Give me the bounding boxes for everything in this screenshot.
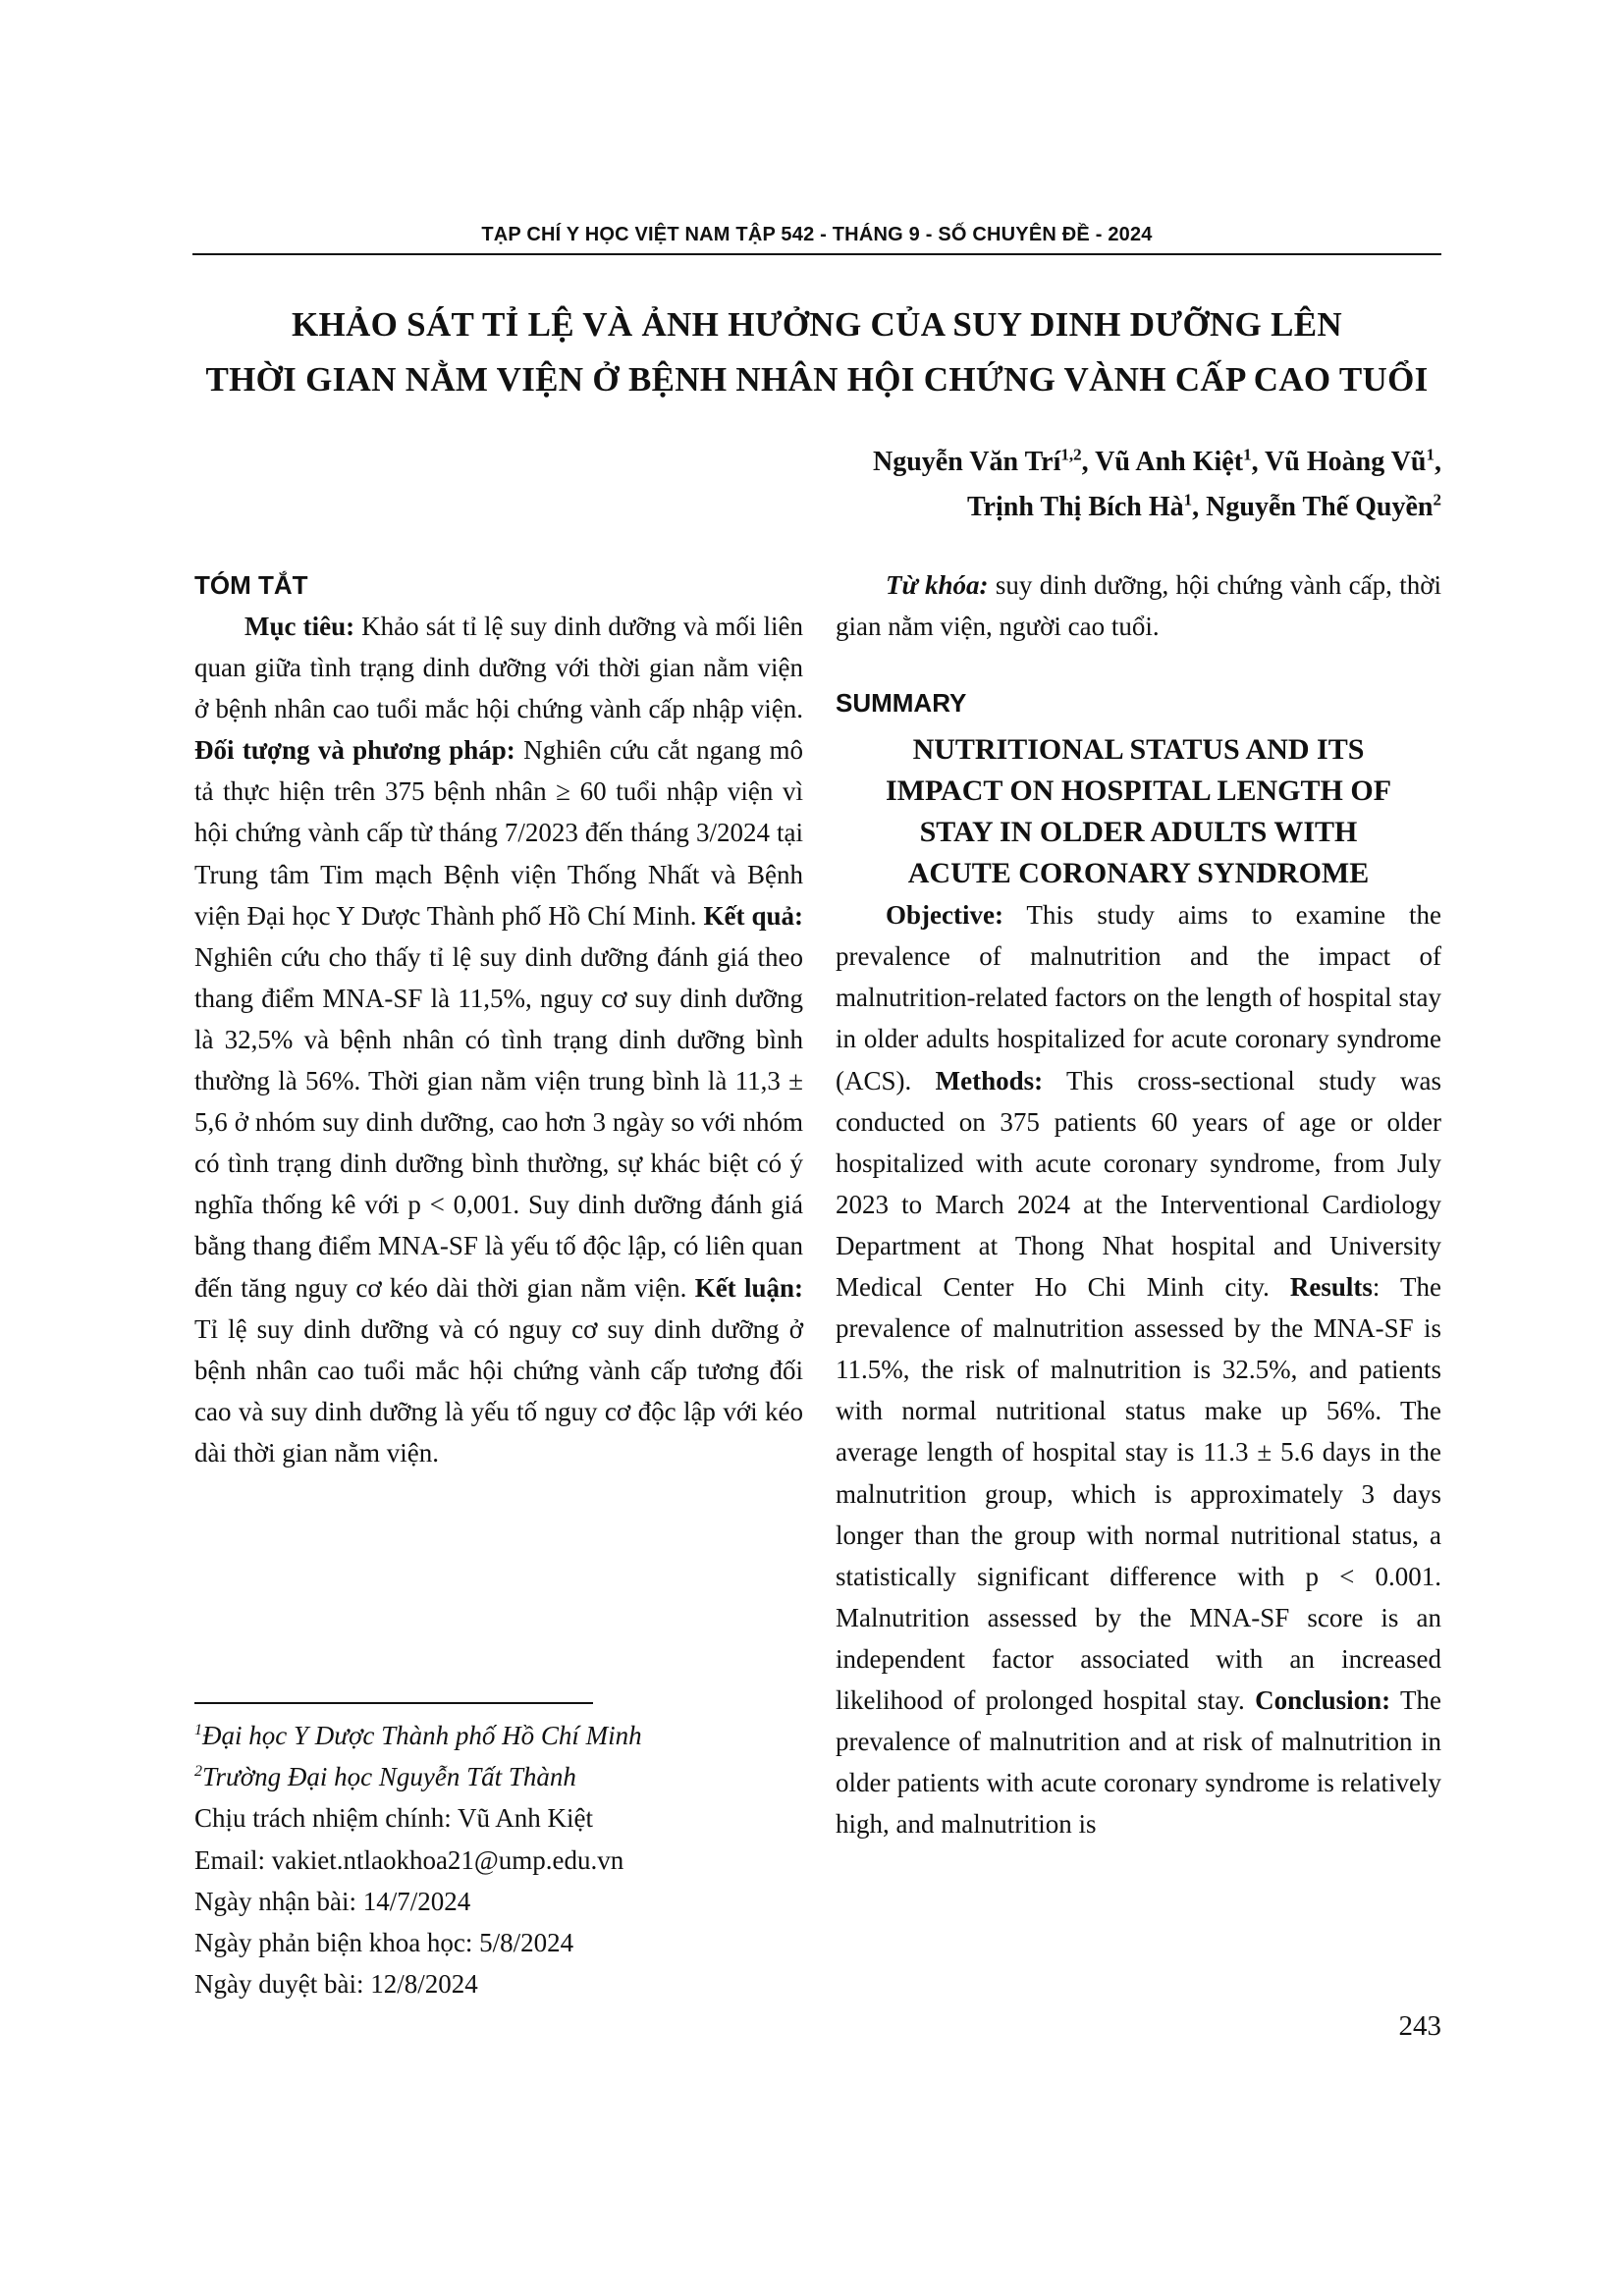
affiliation-1 (194, 1715, 803, 1756)
author-name: Trịnh Thị Bích Hà (966, 492, 1184, 522)
summary-heading: SUMMARY (836, 688, 967, 719)
author-name: , Vũ Hoàng Vũ (1251, 447, 1427, 477)
conclusion-text: Tỉ lệ suy dinh dưỡng và có nguy cơ suy dinh dưỡng ở bệnh nhân cao tuổi mắc hội chứng vành cấp tương đối cao và suy dinh dưỡng là yếu tố nguy cơ độc lập với kéo dài thời gian nằm viện. (194, 1313, 803, 1468)
conclusion-label: Conclusion: (1255, 1684, 1391, 1715)
title-line-2: THỜI GIAN NẰM VIỆN Ở BỆNH NHÂN HỘI CHỨNG VÀNH CẤP CAO TUỔI (205, 360, 1429, 399)
author-affiliation-sup: 1,2 (1060, 445, 1082, 464)
author-affiliation-sup: 1 (1243, 445, 1252, 464)
english-title (836, 729, 1441, 894)
objective-text: Khảo sát tỉ lệ suy dinh dưỡng và mối liên quan giữa tình trạng dinh dưỡng với thời gian nằm viện ở bệnh nhân cao tuổi mắc hội chứng vành cấp nhập viện. (194, 612, 804, 724)
title-line-1: KHẢO SÁT TỈ LỆ VÀ ẢNH HƯỞNG CỦA SUY DINH DƯỠNG LÊN (291, 305, 1342, 344)
email: Email: vakiet.ntlaokhoa21@ump.edu.vn (194, 1844, 624, 1875)
conclusion-label: Kết luận: (694, 1272, 803, 1303)
results-label: Results (1289, 1272, 1373, 1303)
english-title-line: IMPACT ON HOSPITAL LENGTH OF (885, 774, 1392, 808)
english-title-line: ACUTE CORONARY SYNDROME (907, 857, 1370, 890)
page-number: 243 (1398, 2010, 1441, 2042)
methods-label: Methods: (935, 1065, 1044, 1095)
author-separator: , (1435, 447, 1441, 477)
right-column (836, 564, 1441, 1844)
author-affiliation-sup: 2 (1433, 490, 1441, 509)
affiliation-text: Trường Đại học Nguyễn Tất Thành (202, 1762, 576, 1792)
keywords-text: suy dinh dưỡng, hội chứng vành cấp, thời gian nằm viện, người cao tuổi. (836, 570, 1441, 642)
affiliation-2 (194, 1756, 803, 1797)
results-text: Nghiên cứu cho thấy tỉ lệ suy dinh dưỡng đánh giá theo thang điểm MNA-SF là 11,5%, nguy cơ suy dinh dưỡng là 32,5% và bệnh nhân có tình trạng dinh dưỡng bình thường là 56%. Thời gian nằm viện trung bình là 11,3 ± 5,6 ở nhóm suy dinh dưỡng, cao hơn 3 ngày so với nhóm có tình trạng dinh dưỡng bình thường, sự khác biệt có ý nghĩa thống kê với p < 0,001. Suy dinh dưỡng đánh giá bằng thang điểm MNA-SF là yếu tố độc lập, có liên quan đến tăng nguy cơ kéo dài thời gian nằm viện. (194, 941, 803, 1303)
keywords-label: Từ khóa: (886, 570, 989, 600)
author-affiliation-sup: 1 (1426, 445, 1435, 464)
english-title-line: STAY IN OLDER ADULTS WITH (919, 816, 1358, 849)
author-affiliation-sup: 1 (1183, 490, 1193, 509)
corresponding-author: Chịu trách nhiệm chính: Vũ Anh Kiệt (194, 1803, 593, 1834)
results-label: Kết quả: (703, 900, 803, 931)
author-line-2 (558, 485, 1441, 530)
affiliation-sup: 2 (194, 1763, 202, 1781)
accepted-date: Ngày duyệt bài: 12/8/2024 (194, 1969, 478, 2000)
keywords (836, 564, 1441, 647)
objective-text: This study aims to examine the prevalence of malnutrition and the impact of malnutrition-related factors on the length of hospital stay in older adults hospitalized for acute coronary syndrome (ACS). (836, 900, 1441, 1095)
abstract-heading: TÓM TẮT (194, 570, 308, 600)
affiliation-sup: 1 (194, 1722, 202, 1738)
header-rule (192, 253, 1441, 255)
objective-label: Mục tiêu: (244, 612, 355, 641)
author-line-1 (558, 440, 1441, 485)
summary-paragraph (836, 894, 1441, 1844)
running-head: TẠP CHÍ Y HỌC VIỆT NAM TẬP 542 - THÁNG 9 - SỐ CHUYÊN ĐỀ - 2024 (481, 224, 1153, 245)
objective-label: Objective: (886, 900, 1003, 931)
abstract-paragraph (194, 606, 803, 1473)
footnotes (194, 1715, 803, 2004)
footnote-rule (194, 1702, 593, 1704)
methods-text: This cross-sectional study was conducted on 375 patients 60 years of age or older hospitalized with acute coronary syndrome, from July 2023 to March 2024 at the Interventional Cardiology Department at Thong Nhat hospital and University Medical Center Ho Chi Minh city. (836, 1065, 1441, 1303)
methods-text: Nghiên cứu cắt ngang mô tả thực hiện trên 375 bệnh nhân ≥ 60 tuổi nhập viện vì hội chứng vành cấp từ tháng 7/2023 đến tháng 3/2024 tại Trung tâm Tim mạch Bệnh viện Thống Nhất và Bệnh viện Đại học Y Dược Thành phố Hồ Chí Minh. (194, 735, 803, 931)
methods-label: Đối tượng và phương pháp: (194, 735, 515, 766)
author-list (558, 440, 1441, 530)
review-date: Ngày phản biện khoa học: 5/8/2024 (194, 1928, 574, 1958)
english-title-line: NUTRITIONAL STATUS AND ITS (912, 733, 1365, 767)
article-title (192, 297, 1441, 407)
affiliation-text: Đại học Y Dược Thành phố Hồ Chí Minh (202, 1721, 642, 1750)
author-name: , Vũ Anh Kiệt (1081, 447, 1244, 477)
conclusion-text: The prevalence of malnutrition and at risk of malnutrition in older patients with acute coronary syndrome is relatively high, and malnutrition is (836, 1684, 1441, 1840)
author-name: , Nguyễn Thế Quyền (1192, 492, 1434, 522)
received-date: Ngày nhận bài: 14/7/2024 (194, 1886, 471, 1916)
left-column (194, 564, 803, 1473)
results-text: : The prevalence of malnutrition assessed by the MNA-SF is 11.5%, the risk of malnutrition is 32.5%, and patients with normal nutritional status make up 56%. The average length of hospital stay is 11.3 ± 5.6 days in the malnutrition group, which is approximately 3 days longer than the group with normal nutritional status, a statistically significant difference with p < 0.001. Malnutrition assessed by the MNA-SF score is an independent factor associated with an increased likelihood of prolonged hospital stay. (836, 1272, 1441, 1715)
author-name: Nguyễn Văn Trí (873, 447, 1061, 477)
